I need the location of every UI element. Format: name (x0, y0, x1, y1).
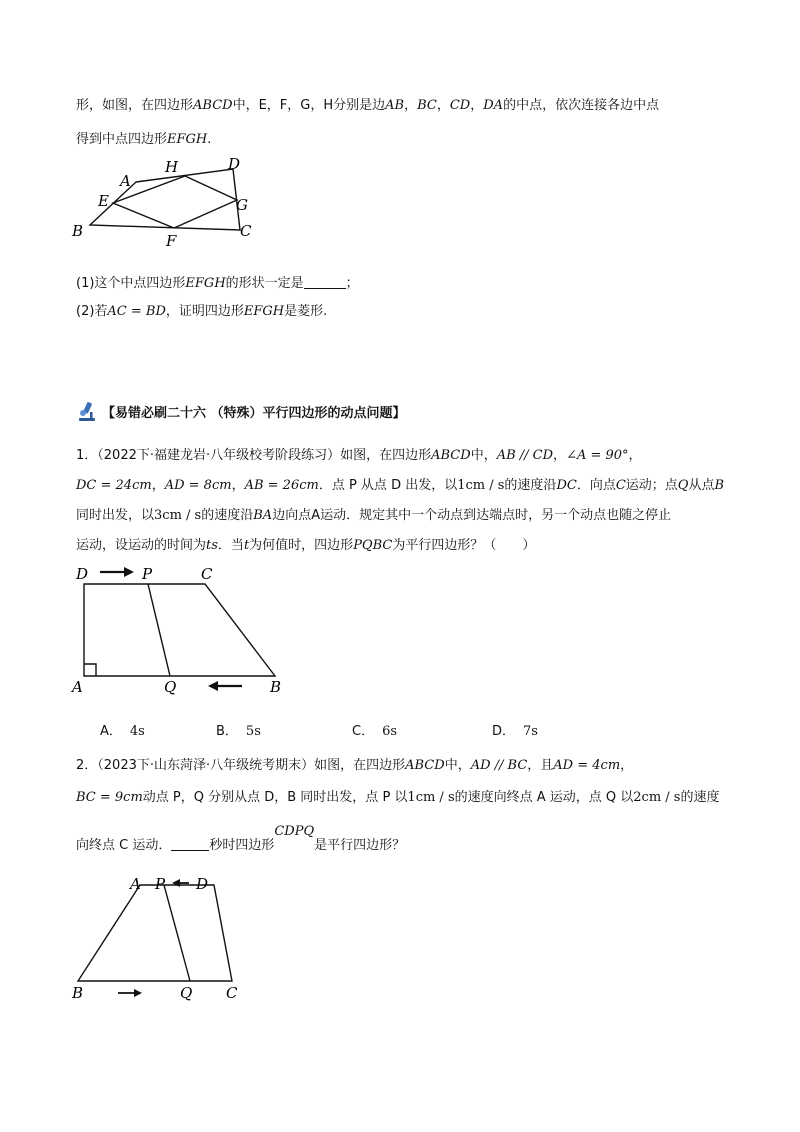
p1-text: 的速度沿 (504, 478, 557, 493)
p1-text: 的速度沿 (201, 508, 254, 523)
choice-letter: C． (352, 724, 375, 739)
p1-text: 边向点A运动．规定其中一个动点到达端点时，另一个动点也随之停止 (272, 508, 672, 523)
label-Q: Q (180, 984, 193, 1002)
p1-text: 为平行四边形？（ ） (392, 538, 536, 553)
question-2 (76, 302, 327, 322)
sep: ， (404, 98, 418, 113)
math-efgh: EFGH (185, 276, 226, 291)
choice-value: 7s (523, 724, 538, 739)
label-F: F (166, 232, 177, 250)
p1-text: ．当 (217, 538, 244, 553)
label-A: A (130, 875, 141, 893)
math-t: t (243, 538, 250, 553)
math-parallel: AB // CD (496, 448, 554, 463)
p1-text: 同时出发，以 (76, 508, 155, 523)
math-pqbc: PQBC (353, 538, 393, 553)
label-H: H (165, 158, 179, 176)
label-E: E (98, 192, 109, 210)
label-G: G (236, 196, 248, 214)
q-text: 是菱形. (284, 304, 328, 319)
p1-text: 1．（2022下·福建龙岩·八年级校考阶段练习）如图，在四边形 (76, 448, 432, 463)
intro-text: 中，E，F，G，H分别是边 (232, 98, 386, 113)
math-b: B (714, 478, 725, 493)
intro-line-1 (76, 96, 659, 116)
arrowhead-left-icon (172, 879, 180, 887)
math-efgh: EFGH (167, 132, 208, 147)
choice-letter: A． (100, 724, 122, 739)
q-text: ，证明四边形 (165, 304, 244, 319)
sep: ， (470, 98, 484, 113)
label-B: B (72, 222, 84, 240)
math-angle: ∠A = 90° (566, 448, 629, 463)
answer-blank[interactable] (171, 836, 209, 851)
math-cd: CD (449, 98, 471, 113)
problem-2-line-1 (76, 756, 633, 776)
choice-value: 4s (129, 724, 145, 739)
p2-text: 的速度向终点 A 运动，点 Q 以 (454, 790, 634, 805)
microscope-icon (76, 400, 98, 422)
q-text: (1)这个中点四边形 (76, 276, 186, 291)
choice-value: 6s (382, 724, 398, 739)
p2-text: 2．（2023下·山东菏泽·八年级统考期末）如图，在四边形 (76, 758, 406, 773)
label-P: P (155, 875, 166, 893)
math-c: C (615, 478, 626, 493)
problem-1-line-1 (76, 446, 642, 466)
intro-text: 形，如图，在四边形 (76, 98, 194, 113)
problem-1-line-3 (76, 506, 671, 526)
p1-text: 从点 (688, 478, 715, 493)
arrowhead-right-icon (124, 567, 134, 577)
choice-d[interactable] (492, 720, 538, 739)
section-header (76, 400, 406, 422)
math-cdpq: CDPQ (274, 824, 315, 839)
math-ad: AD = 8cm (164, 478, 232, 493)
label-D: D (196, 875, 209, 893)
p1-text: 为何值时，四边形 (249, 538, 354, 553)
math-speed: 2cm / s (633, 790, 681, 805)
question-1 (76, 274, 359, 294)
p2-text: 中， (444, 758, 471, 773)
label-C: C (201, 565, 213, 583)
label-B: B (72, 984, 84, 1002)
label-A: A (72, 678, 83, 696)
sep: ， (231, 478, 245, 493)
p2-text: 动点 P，Q 分别从点 D，B 同时出发，点 P 以 (142, 790, 408, 805)
choice-letter: D． (492, 724, 516, 739)
label-C: C (240, 222, 252, 240)
math-condition: AC = BD (107, 304, 166, 319)
math-da: DA (483, 98, 504, 113)
q-text: 的形状一定是 (225, 276, 304, 291)
math-abcd: ABCD (431, 448, 471, 463)
math-q: Q (677, 478, 689, 493)
math-ab: AB = 26cm (244, 478, 319, 493)
figure-quadrilateral-efgh (68, 152, 268, 252)
math-ba: BA (253, 508, 273, 523)
q-text: ； (345, 276, 359, 291)
math-abcd: ABCD (405, 758, 445, 773)
p2-text: 秒时四边形 (209, 838, 275, 853)
p2-text: 向终点 C 运动． (76, 838, 172, 853)
intro-line-2 (76, 130, 211, 150)
label-B: B (270, 678, 282, 696)
problem-2-line-3 (76, 824, 406, 856)
label-P: P (142, 565, 153, 583)
arrowhead-left-icon (208, 681, 218, 691)
label-A: A (120, 172, 131, 190)
p1-text: 中， (470, 448, 497, 463)
math-speed: 3cm / s (154, 508, 202, 523)
sep: ， (620, 758, 634, 773)
math-efgh: EFGH (243, 304, 285, 319)
sep: ， (628, 448, 642, 463)
sep: ， (436, 98, 450, 113)
intro-text: 得到中点四边形 (76, 132, 168, 147)
q-text: (2)若 (76, 304, 108, 319)
problem-1-line-2 (76, 476, 724, 496)
p1-text: ．点 P 从点 D 出发，以 (318, 478, 458, 493)
figure-trapezoid-cdpq (68, 872, 258, 1004)
math-abcd: ABCD (193, 98, 233, 113)
math-ab: AB (385, 98, 405, 113)
arrowhead-right-icon (134, 989, 142, 997)
choice-c[interactable] (352, 720, 397, 739)
choice-b[interactable] (216, 720, 261, 739)
period: . (207, 132, 212, 147)
label-D: D (228, 155, 241, 173)
math-dc: DC = 24cm (76, 478, 152, 493)
sep: ， (553, 448, 567, 463)
choice-value: 5s (245, 724, 261, 739)
label-D: D (76, 565, 89, 583)
p2-text: 的速度 (680, 790, 720, 805)
math-parallel: AD // BC (470, 758, 528, 773)
figure-trapezoid-pqbc (70, 562, 300, 702)
label-Q: Q (164, 678, 177, 696)
math-bc: BC (417, 98, 437, 113)
choice-letter: B． (216, 724, 238, 739)
p2-text: 是平行四边形？ (314, 838, 406, 853)
math-ad: AD = 4cm (553, 758, 621, 773)
problem-2-line-2 (76, 788, 720, 808)
math-speed: 1cm / s (407, 790, 455, 805)
p1-text: ．向点 (576, 478, 616, 493)
p1-text: 运动，设运动的时间为 (76, 538, 207, 553)
math-speed: 1cm / s (457, 478, 505, 493)
section-title: 【易错必刷二十六 （特殊）平行四边形的动点问题】 (102, 405, 406, 421)
math-bc: BC = 9cm (76, 790, 143, 805)
sep: ， (151, 478, 165, 493)
math-dc: DC (556, 478, 577, 493)
label-C: C (226, 984, 238, 1002)
choice-a[interactable] (100, 720, 145, 739)
intro-text: 的中点，依次连接各边中点 (503, 98, 660, 113)
p1-text: 运动；点 (625, 478, 678, 493)
problem-1-line-4 (76, 536, 535, 556)
p2-text: ，且 (527, 758, 554, 773)
answer-blank[interactable] (304, 274, 346, 289)
math-ts: ts (206, 538, 218, 553)
